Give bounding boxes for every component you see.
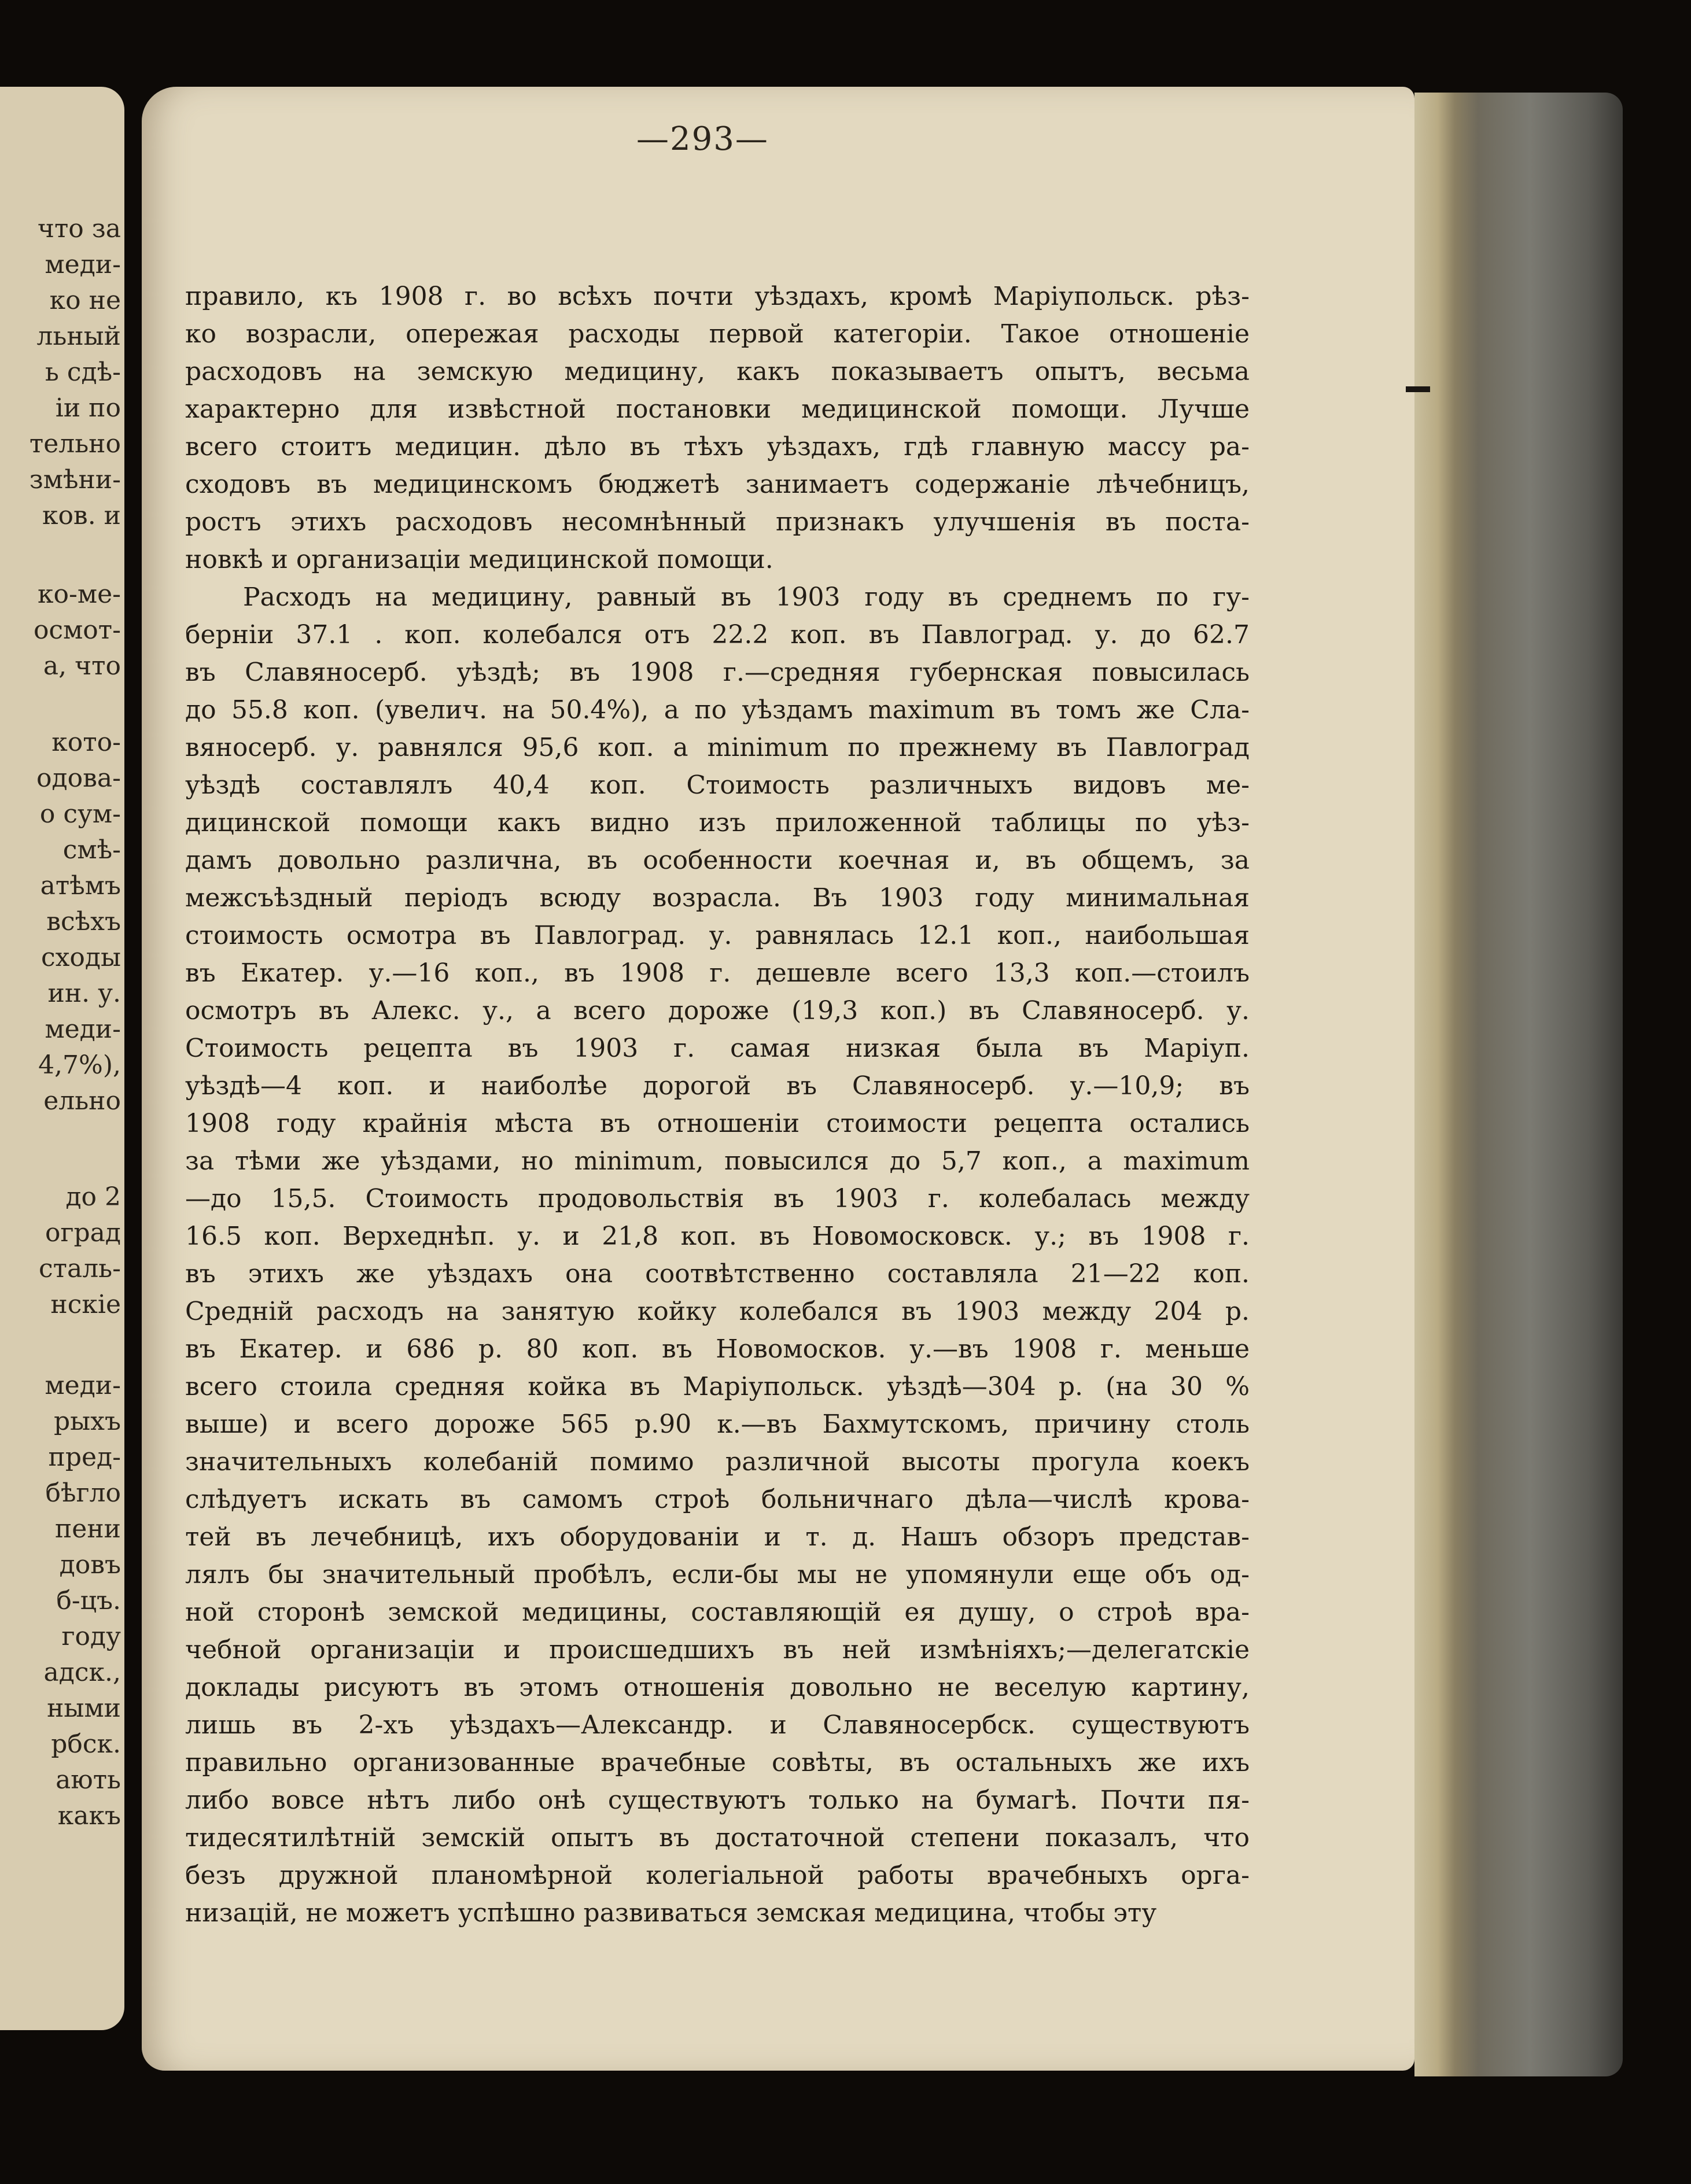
left-page-text-fragment: сходы — [40, 943, 121, 972]
text-line: либо вовсе нѣтъ либо онѣ существуютъ только на бумагѣ. Почти пя- — [185, 1785, 1250, 1815]
left-page-text-fragment: году — [61, 1622, 121, 1651]
left-page-text-fragment: бѣгло — [45, 1478, 121, 1508]
text-line: правило, къ 1908 г. во всѣхъ почти уѣздахъ, кромѣ Маріупольск. рѣз- — [185, 282, 1250, 311]
left-page-text-fragment: адск., — [43, 1658, 121, 1687]
text-line: стоимость осмотра въ Павлоград. у. равнялась 12.1 коп., наибольшая — [185, 921, 1250, 950]
text-line: до 55.8 коп. (увелич. на 50.4%), а по уѣздамъ maximum въ томъ же Сла- — [185, 695, 1250, 725]
text-line: Расходъ на медицину, равный въ 1903 году въ среднемъ по гу- — [243, 582, 1250, 612]
left-page-text-fragment: рбск. — [51, 1729, 121, 1759]
text-line: безъ дружной планомѣрной колегіальной работы врачебныхъ орга- — [185, 1861, 1250, 1890]
left-page-text-fragment: до 2 — [65, 1182, 121, 1212]
left-page-text-fragment: о сум- — [39, 799, 121, 829]
text-line: тидесятилѣтній земскій опытъ въ достаточной степени показалъ, что — [185, 1823, 1250, 1853]
left-page-text-fragment: осмот- — [33, 615, 121, 645]
text-line: за тѣми же уѣздами, но minimum, повысился до 5,7 коп., а maximum — [185, 1146, 1250, 1176]
left-page-text-fragment: пени — [54, 1514, 121, 1544]
left-page-text-fragment: ельно — [43, 1086, 121, 1116]
left-page-text-fragment: всѣхъ — [46, 907, 121, 936]
left-page-text-fragment: ають — [56, 1765, 121, 1795]
text-line: лишь въ 2-хъ уѣздахъ—Александр. и Славяносербск. существуютъ — [185, 1710, 1250, 1740]
left-page-text-fragment: ь сдѣ- — [45, 357, 121, 387]
text-line: уѣздѣ составлялъ 40,4 коп. Стоимость различныхъ видовъ ме- — [185, 770, 1250, 800]
left-page-text-fragment: 4,7%), — [38, 1050, 121, 1080]
text-line: тей въ лечебницѣ, ихъ оборудованіи и т. д. Нашъ обзоръ представ- — [185, 1522, 1250, 1552]
left-page-text-fragment: атѣмъ — [40, 871, 121, 901]
text-line: всего стоитъ медицин. дѣло въ тѣхъ уѣздахъ, гдѣ главную массу ра- — [185, 432, 1250, 462]
text-line: дицинской помощи какъ видно изъ приложенной таблицы по уѣз- — [185, 808, 1250, 838]
left-page-text-fragment: что за — [37, 214, 121, 244]
text-line: сходовъ въ медицинскомъ бюджетѣ занимаетъ содержаніе лѣчебницъ, — [185, 470, 1250, 499]
text-line: 16.5 коп. Верхеднѣп. у. и 21,8 коп. въ Новомосковск. у.; въ 1908 г. — [185, 1222, 1250, 1251]
left-page-text-fragment: смѣ- — [62, 835, 121, 865]
left-page-text-fragment: ко-ме- — [38, 580, 121, 609]
left-page-text-fragment: б-цъ. — [56, 1586, 121, 1615]
left-page-text-fragment: нскіе — [50, 1290, 121, 1319]
left-page-text-fragment: кото- — [51, 728, 121, 757]
text-line: характерно для извѣстной постановки медицинской помощи. Лучше — [185, 394, 1250, 424]
text-line: Средній расходъ на занятую койку колебался въ 1903 между 204 р. — [185, 1297, 1250, 1326]
left-page-text-fragment: меди- — [45, 1371, 121, 1400]
left-page-text-fragment: ин. у. — [47, 979, 121, 1008]
left-page-text-fragment: рыхъ — [54, 1407, 121, 1436]
left-page-text-fragment: меди- — [45, 250, 121, 279]
left-page-text-fragment: ными — [47, 1694, 121, 1723]
text-line: вяносерб. у. равнялся 95,6 коп. а minimum по прежнему въ Павлоград — [185, 733, 1250, 762]
text-line: слѣдуетъ искать въ самомъ строѣ больничнаго дѣла—числѣ крова- — [185, 1485, 1250, 1514]
text-line: въ Екатер. и 686 р. 80 коп. въ Новомосков. у.—въ 1908 г. меньше — [185, 1334, 1250, 1364]
text-line: расходовъ на земскую медицину, какъ показываетъ опытъ, весьма — [185, 357, 1250, 386]
left-page-text-fragment: довъ — [59, 1550, 121, 1580]
text-line: въ Славяносерб. уѣздѣ; въ 1908 г.—средняя губернская повысилась — [185, 658, 1250, 687]
text-line: значительныхъ колебаній помимо различной высоты прогула коекъ — [185, 1447, 1250, 1477]
text-line: —до 15,5. Стоимость продовольствія въ 1903 г. колебалась между — [185, 1184, 1250, 1213]
text-line: лялъ бы значительный пробѣлъ, если-бы мы не упомянули еще объ од- — [185, 1560, 1250, 1589]
text-line: всего стоила средняя койка въ Маріупольск. уѣздѣ—304 р. (на 30 % — [185, 1372, 1250, 1401]
text-line: въ этихъ же уѣздахъ она соотвѣтственно составляла 21—22 коп. — [185, 1259, 1250, 1289]
text-line: ростъ этихъ расходовъ несомнѣнный признакъ улучшенія въ поста- — [185, 507, 1250, 537]
text-line: чебной организаціи и происшедшихъ въ ней измѣніяхъ;—делегатскіе — [185, 1635, 1250, 1665]
page-body-text — [185, 278, 1250, 1932]
text-line: Стоимость рецепта въ 1903 г. самая низкая была въ Маріуп. — [185, 1034, 1250, 1063]
page-number: —293— — [636, 120, 769, 158]
left-page-text-fragment: пред- — [48, 1443, 121, 1472]
text-line: ной сторонѣ земской медицины, составляющій ея душу, о строѣ вра- — [185, 1598, 1250, 1627]
text-line: осмотръ въ Алекс. у., а всего дороже (19,3 коп.) въ Славяносерб. у. — [185, 996, 1250, 1025]
text-line: берніи 37.1 . коп. колебался отъ 22.2 коп. въ Павлоград. у. до 62.7 — [185, 620, 1250, 650]
left-page-text-fragment: сталь- — [39, 1254, 121, 1283]
left-page-text-fragment: какъ — [57, 1801, 121, 1831]
text-line: дамъ довольно различна, въ особенности коечная и, въ общемъ, за — [185, 846, 1250, 875]
previous-page-edge — [0, 87, 124, 2030]
left-page-text-fragment: меди- — [45, 1014, 121, 1044]
text-line: межсъѣздный періодъ всюду возрасла. Въ 1903 году минимальная — [185, 883, 1250, 913]
text-line: уѣздѣ—4 коп. и наиболѣе дорогой въ Славяносерб. у.—10,9; въ — [185, 1071, 1250, 1101]
text-line: ко возрасли, опережая расходы первой категоріи. Такое отношеніе — [185, 319, 1250, 349]
page-edge-mark — [1406, 386, 1430, 392]
left-page-text-fragment: тельно — [29, 429, 121, 459]
left-page-text-fragment: ков. и — [42, 501, 121, 530]
text-line: доклады рисуютъ въ этомъ отношенія довольно не веселую картину, — [185, 1673, 1250, 1702]
text-line: въ Екатер. у.—16 коп., въ 1908 г. дешевле всего 13,3 коп.—стоилъ — [185, 958, 1250, 988]
text-line: 1908 году крайнія мѣста въ отношеніи стоимости рецепта остались — [185, 1109, 1250, 1138]
text-line: новкѣ и организаціи медицинской помощи. — [185, 545, 773, 574]
left-page-text-fragment: одова- — [36, 763, 121, 793]
left-page-text-fragment: льный — [36, 322, 121, 351]
left-page-text-fragment: змѣни- — [29, 465, 121, 495]
text-line: выше) и всего дороже 565 р.90 к.—въ Бахмутскомъ, причину столь — [185, 1410, 1250, 1439]
left-page-text-fragment: іи по — [55, 393, 121, 423]
text-line: правильно организованные врачебные совѣты, въ остальныхъ же ихъ — [185, 1748, 1250, 1777]
left-page-text-fragment: а, что — [43, 651, 121, 681]
left-page-text-fragment: оград — [45, 1218, 121, 1248]
text-line: низацій, не можетъ успѣшно развиваться земская медицина, чтобы эту — [185, 1898, 1157, 1928]
book-closed-pages-edge — [1414, 93, 1623, 2076]
left-page-text-fragment: ко не — [49, 286, 121, 315]
